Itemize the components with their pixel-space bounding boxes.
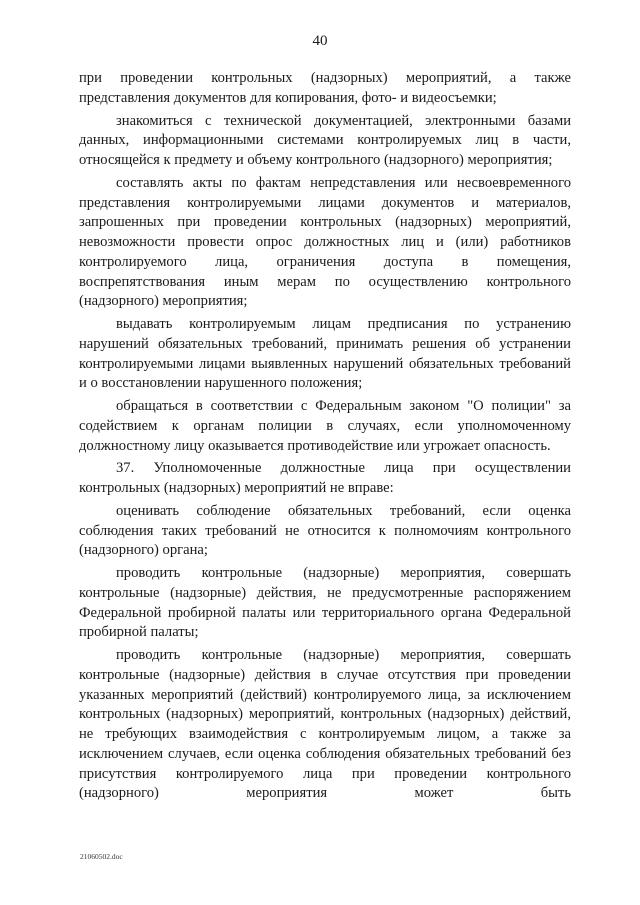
paragraph-6: 37. Уполномоченные должностные лица при осуществлении контрольных (надзорных) мероприятий не вправе: xyxy=(79,460,571,496)
paragraph-7: оценивать соблюдение обязательных требований, если оценка соблюдения таких требований не относится к полномочиям контрольного (надзорного) органа; xyxy=(79,502,571,559)
document-body xyxy=(79,69,571,807)
paragraph-1: при проведении контрольных (надзорных) мероприятий, а также представления документов для копирования, фото- и видеосъемки; xyxy=(79,70,571,106)
file-name-footer: 21060502.doc xyxy=(80,852,123,861)
paragraph-2: знакомиться с технической документацией, электронными базами данных, информационными системами контролируемых лиц в части, относящейся к предмету и объему контрольного (надзорного) мероприятия; xyxy=(79,112,571,168)
page-number: 40 xyxy=(312,33,328,49)
paragraph-9: проводить контрольные (надзорные) мероприятия, совершать контрольные (надзорные) действия в случае отсутствия при проведении указанных мероприятий (действий) контролируемого лица, за исключением контрольных (надзорных) мероприятий, контрольных (надзорных) действий, не требующих взаимодействия с контролируемым лицом, а также за исключением случаев, если оценка соблюдения обязательных требований без присутствия контролируемого лица при проведении контрольного (надзорного) мероприятия может быть xyxy=(79,647,571,802)
paragraph-3: составлять акты по фактам непредставления или несвоевременного представления контролируемыми лицами документов и материалов, запрошенных при проведении контрольных (надзорных) мероприятий, невозможности провести опрос должностных лиц и (или) работников контролируемого лица, ограничения доступа в помещения, воспрепятствования иным мерам по осуществлению контрольного (надзорного) мероприятия; xyxy=(79,174,571,310)
paragraph-8: проводить контрольные (надзорные) мероприятия, совершать контрольные (надзорные) действия, не предусмотренные распоряжением Федеральной пробирной палаты или территориального органа Федеральной пробирной палаты; xyxy=(79,565,571,641)
paragraph-4: выдавать контролируемым лицам предписания по устранению нарушений обязательных требований, принимать решения об устранении контролируемыми лицами выявленных нарушений обязательных требований и о восстановлении нарушенного положения; xyxy=(79,316,571,392)
paragraph-5: обращаться в соответствии с Федеральным законом "О полиции" за содействием к органам полиции в случаях, если уполномоченному должностному лицу оказывается противодействие или угрожает опасность. xyxy=(79,398,571,454)
